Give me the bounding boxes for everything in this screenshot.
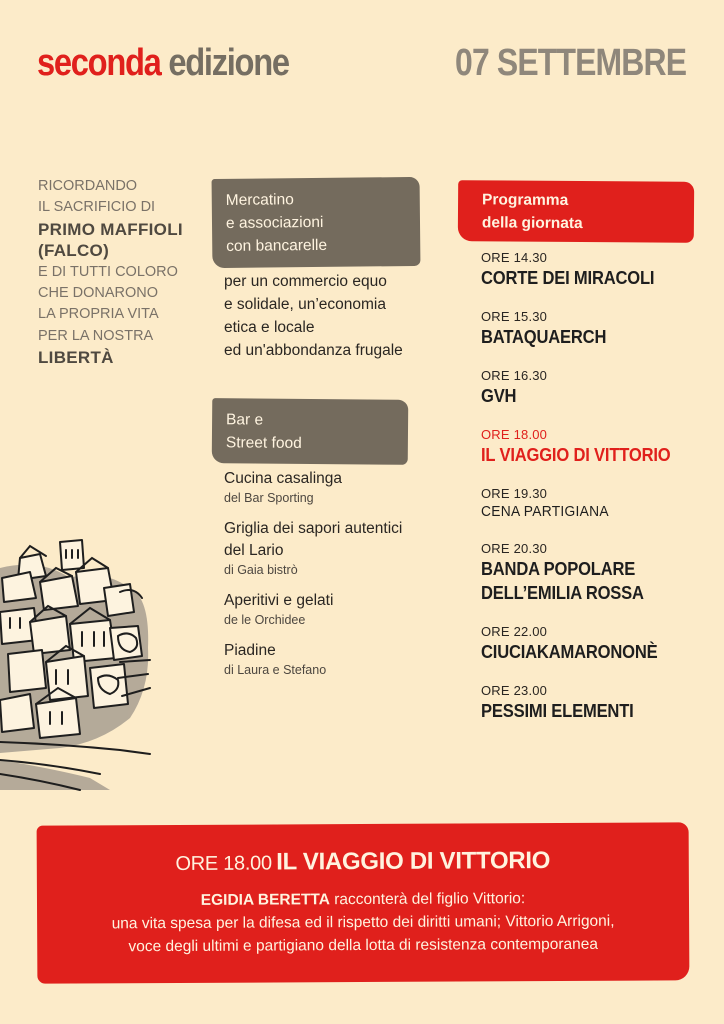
memorial-line: CHE DONARONO: [38, 285, 159, 302]
memorial-line: IL SACRIFICIO DI: [38, 199, 156, 216]
bar-label-box: [212, 398, 409, 465]
slot-act: CORTE DEI MIRACOLI: [481, 268, 655, 288]
memorial-nickname: (FALCO): [38, 241, 110, 261]
slot-time: ORE 20.30: [481, 541, 548, 556]
edition-heading: [37, 42, 289, 85]
slot-act: PESSIMI ELEMENTI: [481, 701, 634, 721]
slot-act-line2: DELL’EMILIA ROSSA: [481, 583, 644, 603]
market-label-line: con bancarelle: [226, 236, 328, 255]
slot-act: IL VIAGGIO DI VITTORIO: [481, 445, 671, 465]
food-item: [224, 518, 444, 579]
memorial-freedom: LIBERTÀ: [38, 348, 114, 368]
slot-act: CENA PARTIGIANA: [481, 503, 609, 520]
schedule-slot: [481, 486, 711, 522]
event-date: 07 SETTEMBRE: [454, 42, 686, 84]
market-desc-line: per un commercio equo: [224, 273, 387, 290]
banner-line-rest: racconterà del figlio Vittorio:: [334, 890, 526, 909]
memorial-text: [38, 176, 198, 369]
schedule-slot: [481, 541, 711, 605]
food-list: [224, 468, 444, 690]
schedule-slot: [481, 624, 711, 664]
slot-act: BATAQUAERCH: [481, 327, 607, 347]
market-label-line: Mercatino: [225, 191, 294, 209]
slot-time: ORE 23.00: [481, 683, 548, 698]
program-label-box: [458, 180, 694, 243]
featured-event-banner: [37, 822, 690, 983]
banner-line: [37, 886, 689, 912]
slot-time: ORE 22.00: [481, 624, 548, 639]
food-title: Aperitivi e gelati: [224, 592, 334, 609]
slot-act: BANDA POPOLARE: [481, 559, 636, 579]
food-vendor: del Bar Sporting: [224, 491, 314, 505]
banner-title: [37, 846, 689, 877]
banner-event-name: IL VIAGGIO DI VITTORIO: [276, 847, 551, 876]
market-label-line: e associazioni: [225, 213, 324, 232]
food-vendor: di Laura e Stefano: [224, 663, 327, 677]
food-title: Cucina casalinga: [224, 470, 343, 487]
banner-line: voce degli ultimi e partigiano della lotta di resistenza contemporanea: [128, 935, 599, 956]
slot-time: ORE 19.30: [481, 486, 548, 501]
schedule-slot-highlight: [481, 427, 711, 467]
slot-time: ORE 16.30: [481, 368, 548, 383]
memorial-line: E DI TUTTI COLORO: [38, 263, 178, 280]
program-schedule: [481, 250, 711, 742]
market-desc-line: e solidale, un’economia: [224, 296, 386, 313]
village-illustration: [0, 528, 160, 798]
program-label-line: della giornata: [481, 214, 583, 233]
edition-word-seconda: seconda: [37, 42, 161, 84]
schedule-slot: [481, 368, 711, 408]
food-item: [224, 640, 444, 679]
market-label-box: [212, 177, 421, 268]
food-item: [224, 590, 444, 629]
banner-speaker: EGIDIA BERETTA: [200, 891, 330, 909]
market-description: [224, 270, 444, 362]
food-title: Piadine: [224, 642, 276, 659]
banner-time: ORE 18.00: [175, 852, 272, 875]
slot-time: ORE 14.30: [481, 250, 548, 265]
memorial-name: PRIMO MAFFIOLI: [38, 219, 183, 239]
schedule-slot: [481, 250, 711, 290]
slot-act: GVH: [481, 386, 517, 406]
memorial-line: LA PROPRIA VITA: [38, 306, 159, 323]
banner-description: [37, 886, 689, 958]
schedule-slot: [481, 309, 711, 349]
food-vendor: di Gaia bistrò: [224, 563, 298, 577]
food-vendor: de le Orchidee: [224, 613, 306, 627]
memorial-line: RICORDANDO: [38, 178, 138, 194]
slot-act: CIUCIAKAMARONONÈ: [481, 642, 658, 662]
food-item: [224, 468, 444, 507]
food-title: Griglia dei sapori autentici del Lario: [224, 520, 403, 559]
bar-label-line: Street food: [225, 434, 302, 452]
market-desc-line: etica e locale: [224, 319, 315, 336]
program-label-line: Programma: [482, 191, 569, 209]
memorial-line: PER LA NOSTRA: [38, 327, 154, 344]
schedule-slot: [481, 683, 711, 723]
slot-time: ORE 15.30: [481, 309, 548, 324]
market-desc-line: ed un'abbondanza frugale: [224, 342, 403, 359]
slot-time: ORE 18.00: [481, 427, 548, 442]
bar-label-line: Bar e: [226, 411, 264, 429]
banner-line: una vita spesa per la difesa ed il rispetto dei diritti umani; Vittorio Arrigoni,: [111, 912, 615, 933]
edition-word-edizione: edizione: [168, 42, 289, 84]
